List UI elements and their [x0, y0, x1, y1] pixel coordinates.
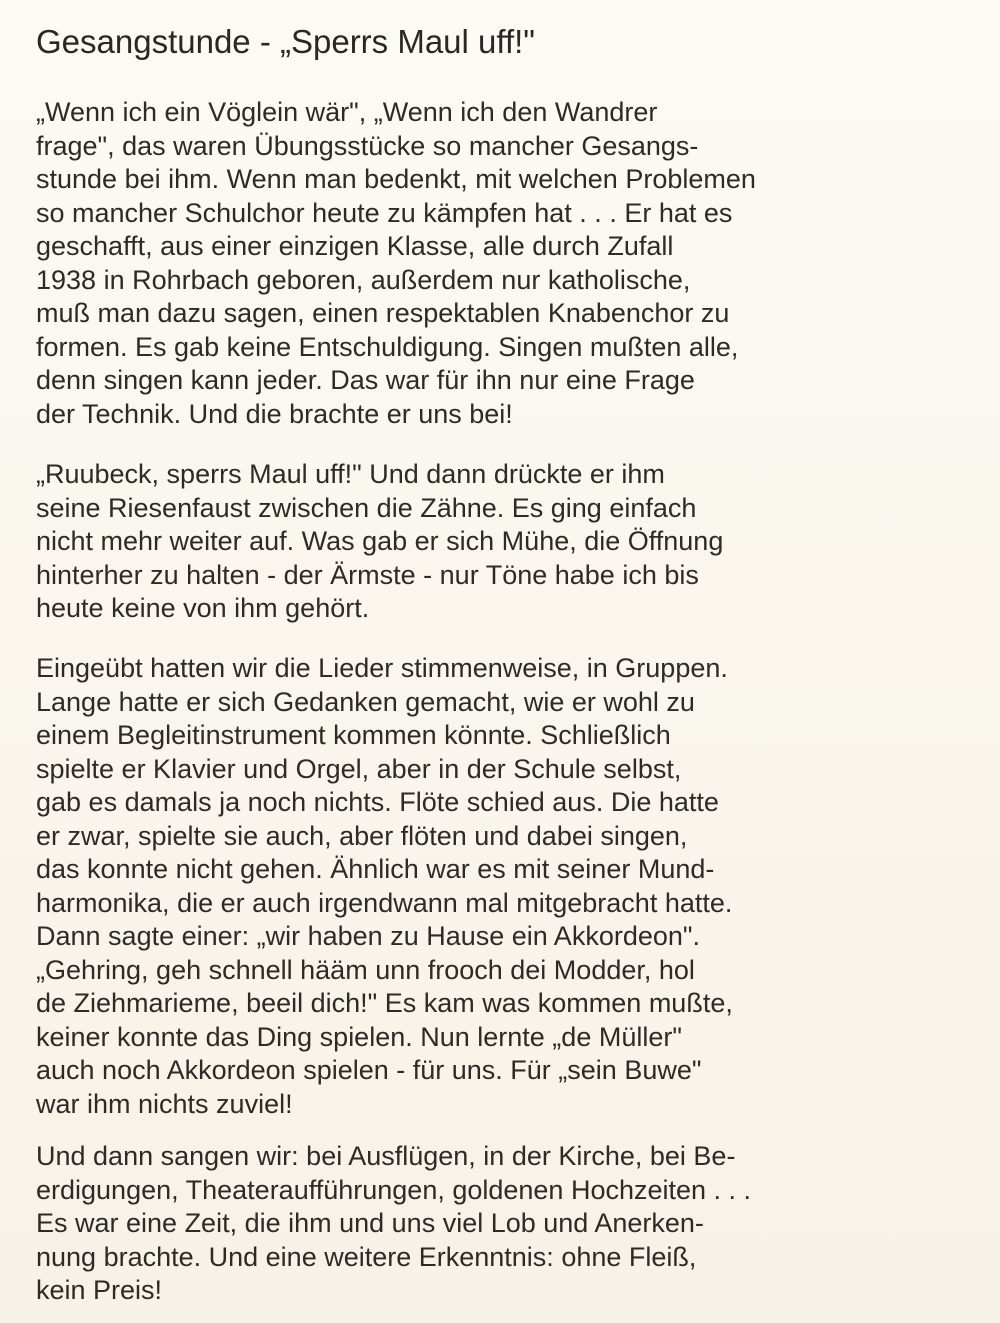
text-line: so mancher Schulchor heute zu kämpfen hat . . . Er hat es [36, 197, 733, 228]
text-line: de Ziehmarieme, beeil dich!" Es kam was kommen mußte, [36, 988, 733, 1018]
text-line: keiner konnte das Ding spielen. Nun lernte „de Müller" [36, 1021, 682, 1052]
text-line: „Ruubeck, sperrs Maul uff!" Und dann drückte er ihm [36, 459, 665, 489]
text-line: stunde bei ihm. Wenn man bedenkt, mit welchen Problemen [36, 164, 756, 194]
paragraph-1 [36, 96, 756, 431]
text-line: war ihm nichts zuviel! [36, 1088, 293, 1119]
text-line: erdigungen, Theateraufführungen, goldenen Hochzeiten . . . [36, 1174, 752, 1205]
text-line: formen. Es gab keine Entschuldigung. Singen mußten alle, [36, 331, 739, 362]
text-line: Und dann sangen wir: bei Ausflügen, in der Kirche, bei Be- [36, 1141, 736, 1171]
text-line: er zwar, spielte sie auch, aber flöten und dabei singen, [36, 820, 688, 851]
paragraph-2 [36, 458, 723, 626]
text-line: spielte er Klavier und Orgel, aber in der Schule selbst, [36, 753, 682, 784]
document-title: Gesangstunde - „Sperrs Maul uff!" [36, 23, 536, 60]
text-line: Eingeübt hatten wir die Lieder stimmenweise, in Gruppen. [36, 653, 728, 683]
text-line: heute keine von ihm gehört. [36, 593, 370, 623]
text-line: Lange hatte er sich Gedanken gemacht, wie er wohl zu [36, 686, 695, 717]
text-line: das konnte nicht gehen. Ähnlich war es mit seiner Mund- [36, 854, 715, 884]
text-line: „Wenn ich ein Vöglein wär", „Wenn ich den Wandrer [36, 97, 658, 127]
paragraph-4 [36, 1140, 751, 1308]
text-line: seine Riesenfaust zwischen die Zähne. Es ging einfach [36, 492, 697, 523]
text-line: gab es damals ja noch nichts. Flöte schied aus. Die hatte [36, 787, 719, 817]
text-line: Es war eine Zeit, die ihm und uns viel Lob und Anerken- [36, 1208, 704, 1238]
text-line: nung brachte. Und eine weitere Erkenntnis: ohne Fleiß, [36, 1241, 697, 1272]
text-line: hinterher zu halten - der Ärmste - nur Töne habe ich bis [36, 559, 699, 590]
text-line: muß man dazu sagen, einen respektablen Knabenchor zu [36, 298, 730, 328]
text-line: auch noch Akkordeon spielen - für uns. Für „sein Buwe" [36, 1055, 702, 1085]
text-line: denn singen kann jeder. Das war für ihn nur eine Frage [36, 365, 695, 395]
text-line: kein Preis! [36, 1275, 163, 1305]
text-line: 1938 in Rohrbach geboren, außerdem nur katholische, [36, 264, 691, 295]
text-line: Dann sagte einer: „wir haben zu Hause ein Akkordeon". [36, 921, 700, 951]
text-line: der Technik. Und die brachte er uns bei! [36, 398, 513, 429]
text-line: „Gehring, geh schnell hääm unn frooch dei Modder, hol [36, 954, 695, 985]
text-line: nicht mehr weiter auf. Was gab er sich Mühe, die Öffnung [36, 526, 724, 556]
text-line: geschafft, aus einer einzigen Klasse, alle durch Zufall [36, 231, 674, 261]
text-line: einem Begleitinstrument kommen könnte. Schließlich [36, 720, 671, 750]
paragraph-3 [36, 652, 733, 1121]
text-line: harmonika, die er auch irgendwann mal mitgebracht hatte. [36, 887, 733, 918]
text-line: frage", das waren Übungsstücke so mancher Gesangs- [36, 130, 699, 161]
